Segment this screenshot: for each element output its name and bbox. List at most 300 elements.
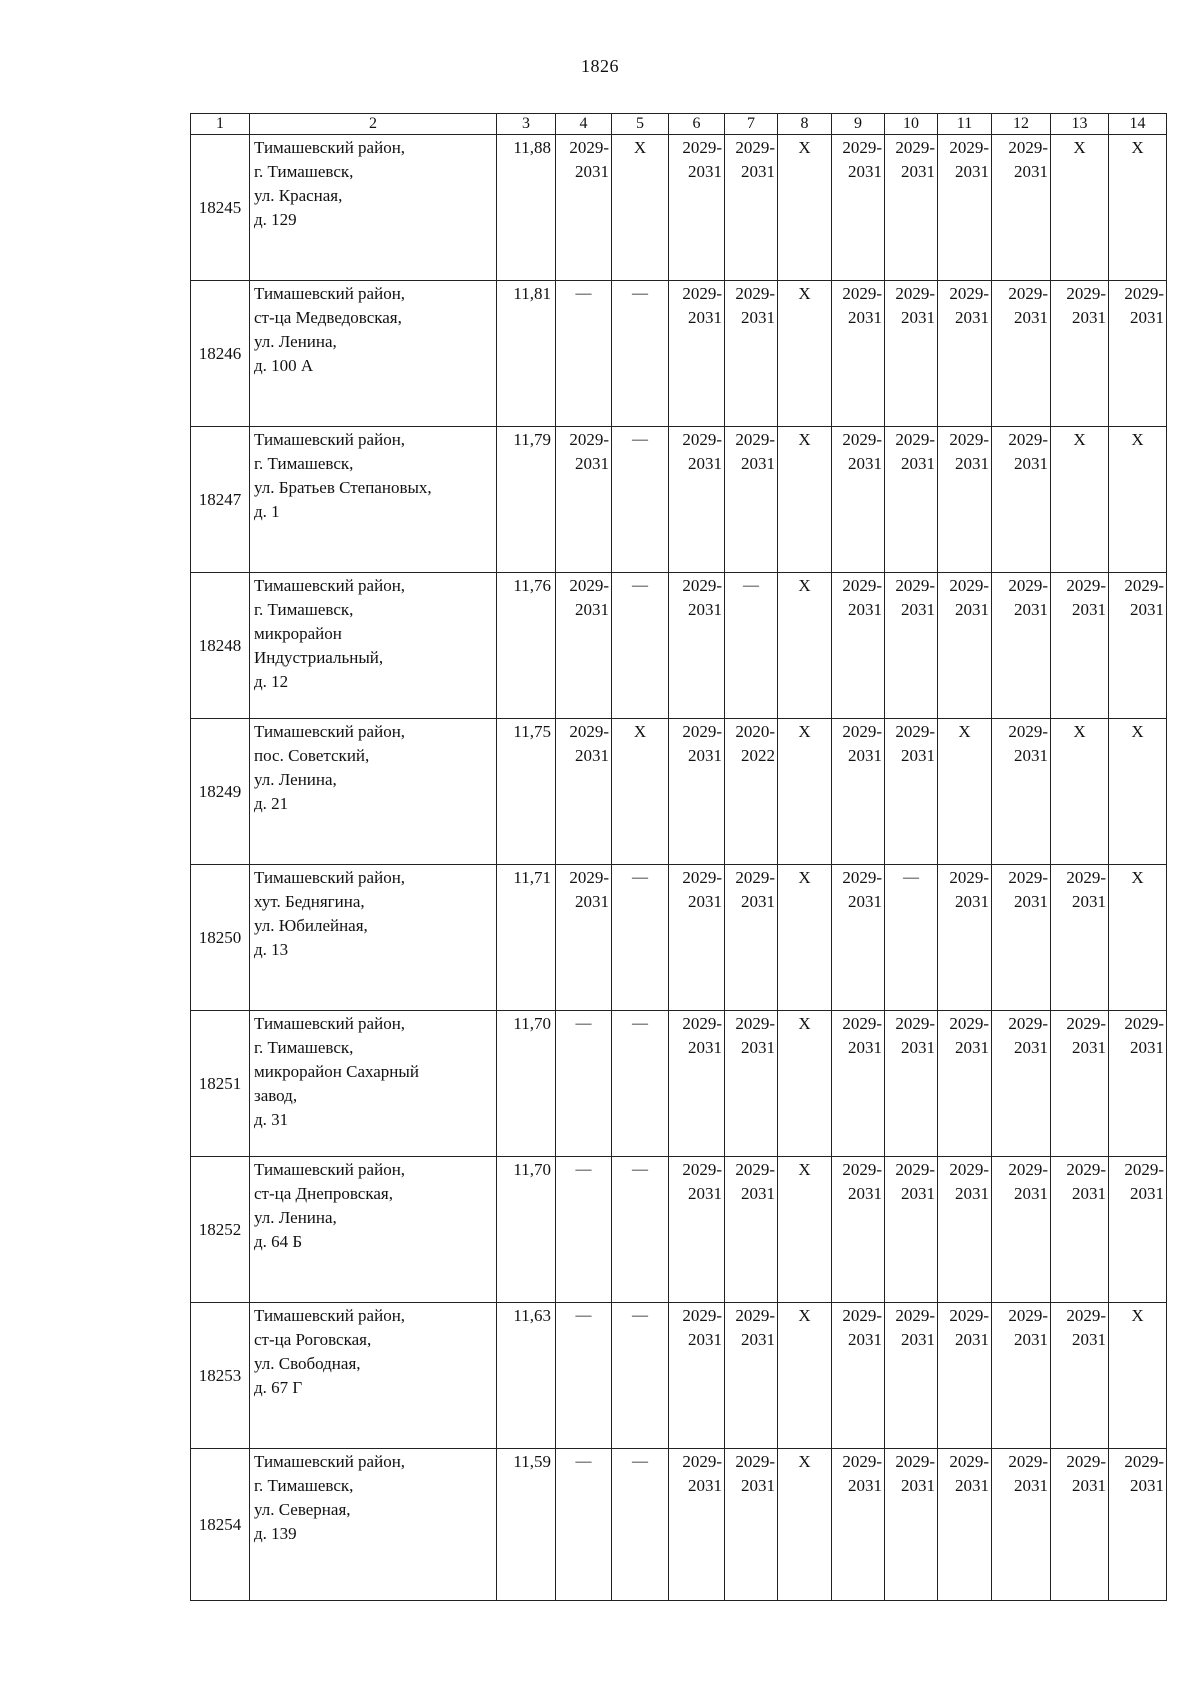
period-range: [669, 720, 724, 768]
period-cell: [556, 427, 612, 573]
period-cell: [938, 1011, 992, 1157]
row-number: 18246: [191, 281, 250, 427]
address-line: г. Тимашевск,: [254, 600, 354, 619]
dash-mark: —: [743, 577, 759, 594]
period-end: 2031: [955, 308, 989, 327]
dash-mark: —: [575, 1015, 592, 1032]
period-cell: [725, 865, 778, 1011]
period-cell: [1051, 1157, 1109, 1303]
address-cell: [250, 427, 497, 573]
period-start: 2029-: [735, 1160, 775, 1179]
period-range: [885, 574, 937, 622]
period-cell: [1051, 1011, 1109, 1157]
period-end: 2031: [688, 1330, 722, 1349]
dash-mark: —: [575, 1453, 592, 1470]
period-range: [1051, 1304, 1108, 1352]
period-end: 2031: [1130, 308, 1164, 327]
period-end: 2031: [955, 1184, 989, 1203]
period-cell: [885, 719, 938, 865]
period-range: [1109, 574, 1166, 622]
period-range: [832, 1158, 884, 1206]
not-applicable-cell: [778, 865, 832, 1011]
period-start: 2029-: [949, 576, 989, 595]
column-header: 12: [992, 114, 1051, 135]
address-line: микрорайон Сахарный: [254, 1062, 419, 1081]
empty-cell: [612, 1011, 669, 1157]
period-start: 2029-: [735, 284, 775, 303]
period-end: 2031: [955, 1476, 989, 1495]
row-number: 18253: [191, 1303, 250, 1449]
period-end: 2031: [688, 162, 722, 181]
not-applicable-cell: [778, 1449, 832, 1601]
period-cell: [938, 135, 992, 281]
period-start: 2029-: [949, 1014, 989, 1033]
address-line: г. Тимашевск,: [254, 454, 354, 473]
period-cell: [725, 719, 778, 865]
address-line: д. 1: [254, 502, 280, 521]
empty-cell: [612, 1303, 669, 1449]
not-applicable-cell: [778, 1157, 832, 1303]
period-cell: [832, 719, 885, 865]
period-start: 2029-: [842, 1014, 882, 1033]
period-end: 2031: [901, 1038, 935, 1057]
period-range: [885, 1304, 937, 1352]
empty-cell: [556, 1157, 612, 1303]
period-range: [992, 574, 1050, 622]
period-range: [725, 1304, 777, 1352]
period-cell: [832, 427, 885, 573]
period-cell: [938, 865, 992, 1011]
period-cell: [832, 573, 885, 719]
period-range: [1051, 1450, 1108, 1498]
period-range: [556, 574, 611, 622]
period-end: 2031: [741, 162, 775, 181]
address-line: д. 100 А: [254, 356, 314, 375]
period-start: 2029-: [735, 868, 775, 887]
period-end: 2031: [955, 600, 989, 619]
period-range: [938, 282, 991, 330]
period-range: [669, 428, 724, 476]
period-end: 2031: [1130, 1038, 1164, 1057]
period-end: 2031: [741, 454, 775, 473]
period-start: 2029-: [682, 1306, 722, 1325]
period-end: 2031: [848, 1038, 882, 1057]
period-end: 2031: [1072, 1038, 1106, 1057]
period-end: 2031: [741, 1476, 775, 1495]
period-start: 2029-: [1008, 1306, 1048, 1325]
period-start: 2029-: [949, 138, 989, 157]
not-applicable-cell: [938, 719, 992, 865]
period-start: 2029-: [735, 1014, 775, 1033]
period-end: 2031: [1072, 892, 1106, 911]
address-line: Тимашевский район,: [254, 1160, 406, 1179]
empty-cell: [725, 573, 778, 719]
period-end: 2031: [741, 1330, 775, 1349]
period-start: 2029-: [569, 722, 609, 741]
empty-cell: [612, 1157, 669, 1303]
period-cell: [1051, 573, 1109, 719]
period-end: 2031: [901, 308, 935, 327]
address-line: ст-ца Медведовская,: [254, 308, 402, 327]
period-end: 2031: [1014, 308, 1048, 327]
address-line: Тимашевский район,: [254, 1452, 406, 1471]
period-cell: [1051, 1449, 1109, 1601]
period-end: 2031: [575, 600, 609, 619]
period-start: 2029-: [1008, 1014, 1048, 1033]
period-start: 2029-: [735, 1306, 775, 1325]
dash-mark: —: [632, 1161, 648, 1178]
period-range: [832, 1450, 884, 1498]
not-applicable-cell: [778, 427, 832, 573]
page-number: 1826: [581, 56, 619, 76]
period-range: [1109, 1012, 1166, 1060]
period-cell: [885, 1303, 938, 1449]
address-line: г. Тимашевск,: [254, 162, 354, 181]
period-start: 2029-: [842, 576, 882, 595]
period-start: 2029-: [569, 868, 609, 887]
period-end: 2031: [901, 454, 935, 473]
period-end: 2031: [688, 1184, 722, 1203]
address-line: Тимашевский район,: [254, 868, 406, 887]
period-range: [725, 1450, 777, 1498]
period-cell: [885, 1157, 938, 1303]
period-cell: [1051, 1303, 1109, 1449]
period-range: [556, 720, 611, 768]
period-cell: [885, 135, 938, 281]
period-end: 2031: [955, 892, 989, 911]
period-end: 2031: [901, 1330, 935, 1349]
period-end: 2031: [901, 162, 935, 181]
empty-cell: [556, 1449, 612, 1601]
period-cell: [669, 1157, 725, 1303]
not-applicable-cell: [1109, 865, 1167, 1011]
address-line: д. 129: [254, 210, 297, 229]
value-cell: 11,71: [497, 865, 556, 1011]
period-cell: [1109, 1449, 1167, 1601]
dash-mark: —: [632, 285, 648, 302]
not-applicable-mark: Х: [1073, 138, 1086, 157]
address-line: г. Тимашевск,: [254, 1038, 354, 1057]
period-start: 2029-: [895, 138, 935, 157]
period-start: 2029-: [895, 284, 935, 303]
address-line: ул. Юбилейная,: [254, 916, 368, 935]
period-end: 2031: [848, 308, 882, 327]
period-cell: [938, 1303, 992, 1449]
period-range: [992, 1450, 1050, 1498]
period-range: [1109, 1450, 1166, 1498]
period-range: [556, 136, 611, 184]
value-cell: 11,63: [497, 1303, 556, 1449]
not-applicable-cell: [1109, 135, 1167, 281]
period-end: 2031: [848, 600, 882, 619]
period-cell: [725, 1011, 778, 1157]
period-range: [885, 1012, 937, 1060]
period-cell: [1109, 1011, 1167, 1157]
period-range: [725, 720, 777, 768]
period-range: [669, 866, 724, 914]
period-cell: [669, 1449, 725, 1601]
period-end: 2031: [1072, 1476, 1106, 1495]
period-end: 2031: [688, 1038, 722, 1057]
period-start: 2029-: [895, 722, 935, 741]
period-cell: [885, 573, 938, 719]
period-end: 2031: [741, 1184, 775, 1203]
period-end: 2031: [575, 892, 609, 911]
empty-cell: [612, 427, 669, 573]
period-start: 2029-: [842, 284, 882, 303]
period-start: 2029-: [842, 1160, 882, 1179]
period-range: [938, 574, 991, 622]
period-range: [1051, 866, 1108, 914]
period-range: [832, 574, 884, 622]
address-line: Тимашевский район,: [254, 1014, 406, 1033]
address-line: Тимашевский район,: [254, 284, 406, 303]
period-end: 2031: [901, 600, 935, 619]
period-cell: [992, 1303, 1051, 1449]
not-applicable-cell: [778, 1011, 832, 1157]
value-cell: 11,75: [497, 719, 556, 865]
period-start: 2029-: [1066, 1452, 1106, 1471]
not-applicable-cell: [778, 135, 832, 281]
period-cell: [885, 1011, 938, 1157]
period-range: [832, 1012, 884, 1060]
period-cell: [556, 865, 612, 1011]
period-start: 2029-: [1124, 1160, 1164, 1179]
period-end: 2031: [1014, 892, 1048, 911]
period-start: 2029-: [1124, 1452, 1164, 1471]
period-cell: [725, 135, 778, 281]
address-cell: [250, 1011, 497, 1157]
period-start: 2029-: [1066, 868, 1106, 887]
period-cell: [992, 1011, 1051, 1157]
period-end: 2031: [1072, 1330, 1106, 1349]
period-range: [938, 1012, 991, 1060]
address-cell: [250, 1303, 497, 1449]
period-range: [938, 1450, 991, 1498]
period-start: 2029-: [1008, 1160, 1048, 1179]
address-cell: [250, 135, 497, 281]
period-end: 2031: [901, 746, 935, 765]
period-cell: [992, 573, 1051, 719]
period-cell: [725, 427, 778, 573]
period-cell: [1109, 281, 1167, 427]
not-applicable-mark: Х: [1073, 722, 1086, 741]
period-range: [992, 282, 1050, 330]
period-start: 2029-: [949, 430, 989, 449]
empty-cell: [885, 865, 938, 1011]
period-end: 2031: [848, 454, 882, 473]
period-range: [556, 866, 611, 914]
empty-cell: [612, 865, 669, 1011]
period-range: [669, 1012, 724, 1060]
address-line: ул. Ленина,: [254, 332, 337, 351]
period-cell: [938, 573, 992, 719]
period-range: [669, 1158, 724, 1206]
period-start: 2029-: [1008, 576, 1048, 595]
period-cell: [992, 281, 1051, 427]
dash-mark: —: [575, 285, 592, 302]
period-range: [938, 1304, 991, 1352]
period-cell: [885, 1449, 938, 1601]
period-start: 2029-: [1008, 430, 1048, 449]
period-range: [885, 1450, 937, 1498]
period-end: 2031: [848, 1184, 882, 1203]
empty-cell: [612, 281, 669, 427]
period-start: 2029-: [842, 430, 882, 449]
period-start: 2029-: [682, 1014, 722, 1033]
dash-mark: —: [632, 1307, 648, 1324]
value-cell: 11,76: [497, 573, 556, 719]
period-cell: [885, 281, 938, 427]
period-cell: [1109, 573, 1167, 719]
address-line: Тимашевский район,: [254, 1306, 406, 1325]
period-cell: [992, 865, 1051, 1011]
dash-mark: —: [632, 431, 648, 448]
period-start: 2029-: [842, 1452, 882, 1471]
not-applicable-mark: Х: [798, 1014, 811, 1033]
column-header: 9: [832, 114, 885, 135]
address-line: Индустриальный,: [254, 648, 384, 667]
address-line: ул. Братьев Степановых,: [254, 478, 432, 497]
not-applicable-mark: Х: [1131, 430, 1144, 449]
column-header: 3: [497, 114, 556, 135]
not-applicable-mark: Х: [1131, 138, 1144, 157]
period-start: 2029-: [895, 1160, 935, 1179]
period-cell: [938, 1157, 992, 1303]
period-range: [669, 574, 724, 622]
period-end: 2031: [1014, 162, 1048, 181]
period-range: [725, 428, 777, 476]
period-cell: [938, 427, 992, 573]
period-start: 2029-: [842, 722, 882, 741]
period-cell: [1051, 281, 1109, 427]
period-end: 2031: [1130, 1476, 1164, 1495]
column-header: 6: [669, 114, 725, 135]
period-cell: [938, 1449, 992, 1601]
period-start: 2029-: [842, 1306, 882, 1325]
period-range: [725, 136, 777, 184]
address-line: ст-ца Днепровская,: [254, 1184, 393, 1203]
value-cell: 11,70: [497, 1011, 556, 1157]
period-range: [938, 866, 991, 914]
period-range: [725, 282, 777, 330]
dash-mark: —: [575, 1307, 592, 1324]
column-header: 8: [778, 114, 832, 135]
not-applicable-mark: Х: [633, 722, 647, 741]
column-header: 13: [1051, 114, 1109, 135]
address-cell: [250, 1449, 497, 1601]
period-range: [669, 1304, 724, 1352]
dash-mark: —: [632, 577, 648, 594]
column-header: 4: [556, 114, 612, 135]
period-range: [885, 282, 937, 330]
not-applicable-mark: Х: [1073, 430, 1086, 449]
period-end: 2031: [1014, 1038, 1048, 1057]
period-end: 2031: [955, 1330, 989, 1349]
period-end: 2031: [901, 1184, 935, 1203]
table-row: [191, 1157, 1167, 1303]
period-start: 2029-: [1008, 1452, 1048, 1471]
period-cell: [992, 1157, 1051, 1303]
period-cell: [885, 427, 938, 573]
period-start: 2029-: [1124, 576, 1164, 595]
period-end: 2031: [1014, 1330, 1048, 1349]
period-start: 2029-: [682, 284, 722, 303]
period-range: [1051, 574, 1108, 622]
period-range: [885, 136, 937, 184]
period-range: [832, 1304, 884, 1352]
period-range: [992, 866, 1050, 914]
period-cell: [832, 281, 885, 427]
empty-cell: [556, 281, 612, 427]
row-number: 18248: [191, 573, 250, 719]
not-applicable-mark: Х: [798, 868, 811, 887]
period-end: 2031: [955, 1038, 989, 1057]
period-cell: [669, 1011, 725, 1157]
period-cell: [992, 719, 1051, 865]
column-header: 1: [191, 114, 250, 135]
value-cell: 11,79: [497, 427, 556, 573]
row-number: 18247: [191, 427, 250, 573]
not-applicable-cell: [1109, 719, 1167, 865]
period-range: [992, 136, 1050, 184]
period-cell: [669, 281, 725, 427]
period-start: 2020-: [735, 722, 775, 741]
period-end: 2031: [688, 1476, 722, 1495]
period-range: [992, 428, 1050, 476]
period-cell: [556, 719, 612, 865]
value-cell: 11,70: [497, 1157, 556, 1303]
period-end: 2031: [1072, 308, 1106, 327]
period-end: 2031: [1014, 746, 1048, 765]
address-line: д. 139: [254, 1524, 297, 1543]
row-number: 18250: [191, 865, 250, 1011]
period-cell: [725, 1449, 778, 1601]
table-row: [191, 719, 1167, 865]
address-line: д. 12: [254, 672, 289, 691]
column-header: 7: [725, 114, 778, 135]
period-range: [992, 1158, 1050, 1206]
table-row: [191, 427, 1167, 573]
period-end: 2031: [848, 1330, 882, 1349]
address-line: пос. Советский,: [254, 746, 370, 765]
period-end: 2031: [1014, 454, 1048, 473]
period-range: [885, 720, 937, 768]
period-start: 2029-: [1008, 722, 1048, 741]
address-line: Тимашевский район,: [254, 722, 406, 741]
period-cell: [725, 281, 778, 427]
dash-mark: —: [632, 1453, 648, 1470]
period-end: 2031: [688, 892, 722, 911]
period-start: 2029-: [1008, 138, 1048, 157]
not-applicable-mark: Х: [1131, 868, 1144, 887]
period-cell: [832, 135, 885, 281]
not-applicable-mark: Х: [798, 576, 811, 595]
address-line: хут. Беднягина,: [254, 892, 365, 911]
period-start: 2029-: [895, 430, 935, 449]
period-end: 2031: [1130, 1184, 1164, 1203]
row-number: 18249: [191, 719, 250, 865]
period-range: [832, 282, 884, 330]
address-cell: [250, 1157, 497, 1303]
period-cell: [992, 427, 1051, 573]
row-number: 18254: [191, 1449, 250, 1601]
not-applicable-cell: [778, 281, 832, 427]
not-applicable-mark: Х: [958, 722, 971, 741]
register-table: [190, 113, 1167, 1601]
period-start: 2029-: [1066, 284, 1106, 303]
period-start: 2029-: [735, 1452, 775, 1471]
